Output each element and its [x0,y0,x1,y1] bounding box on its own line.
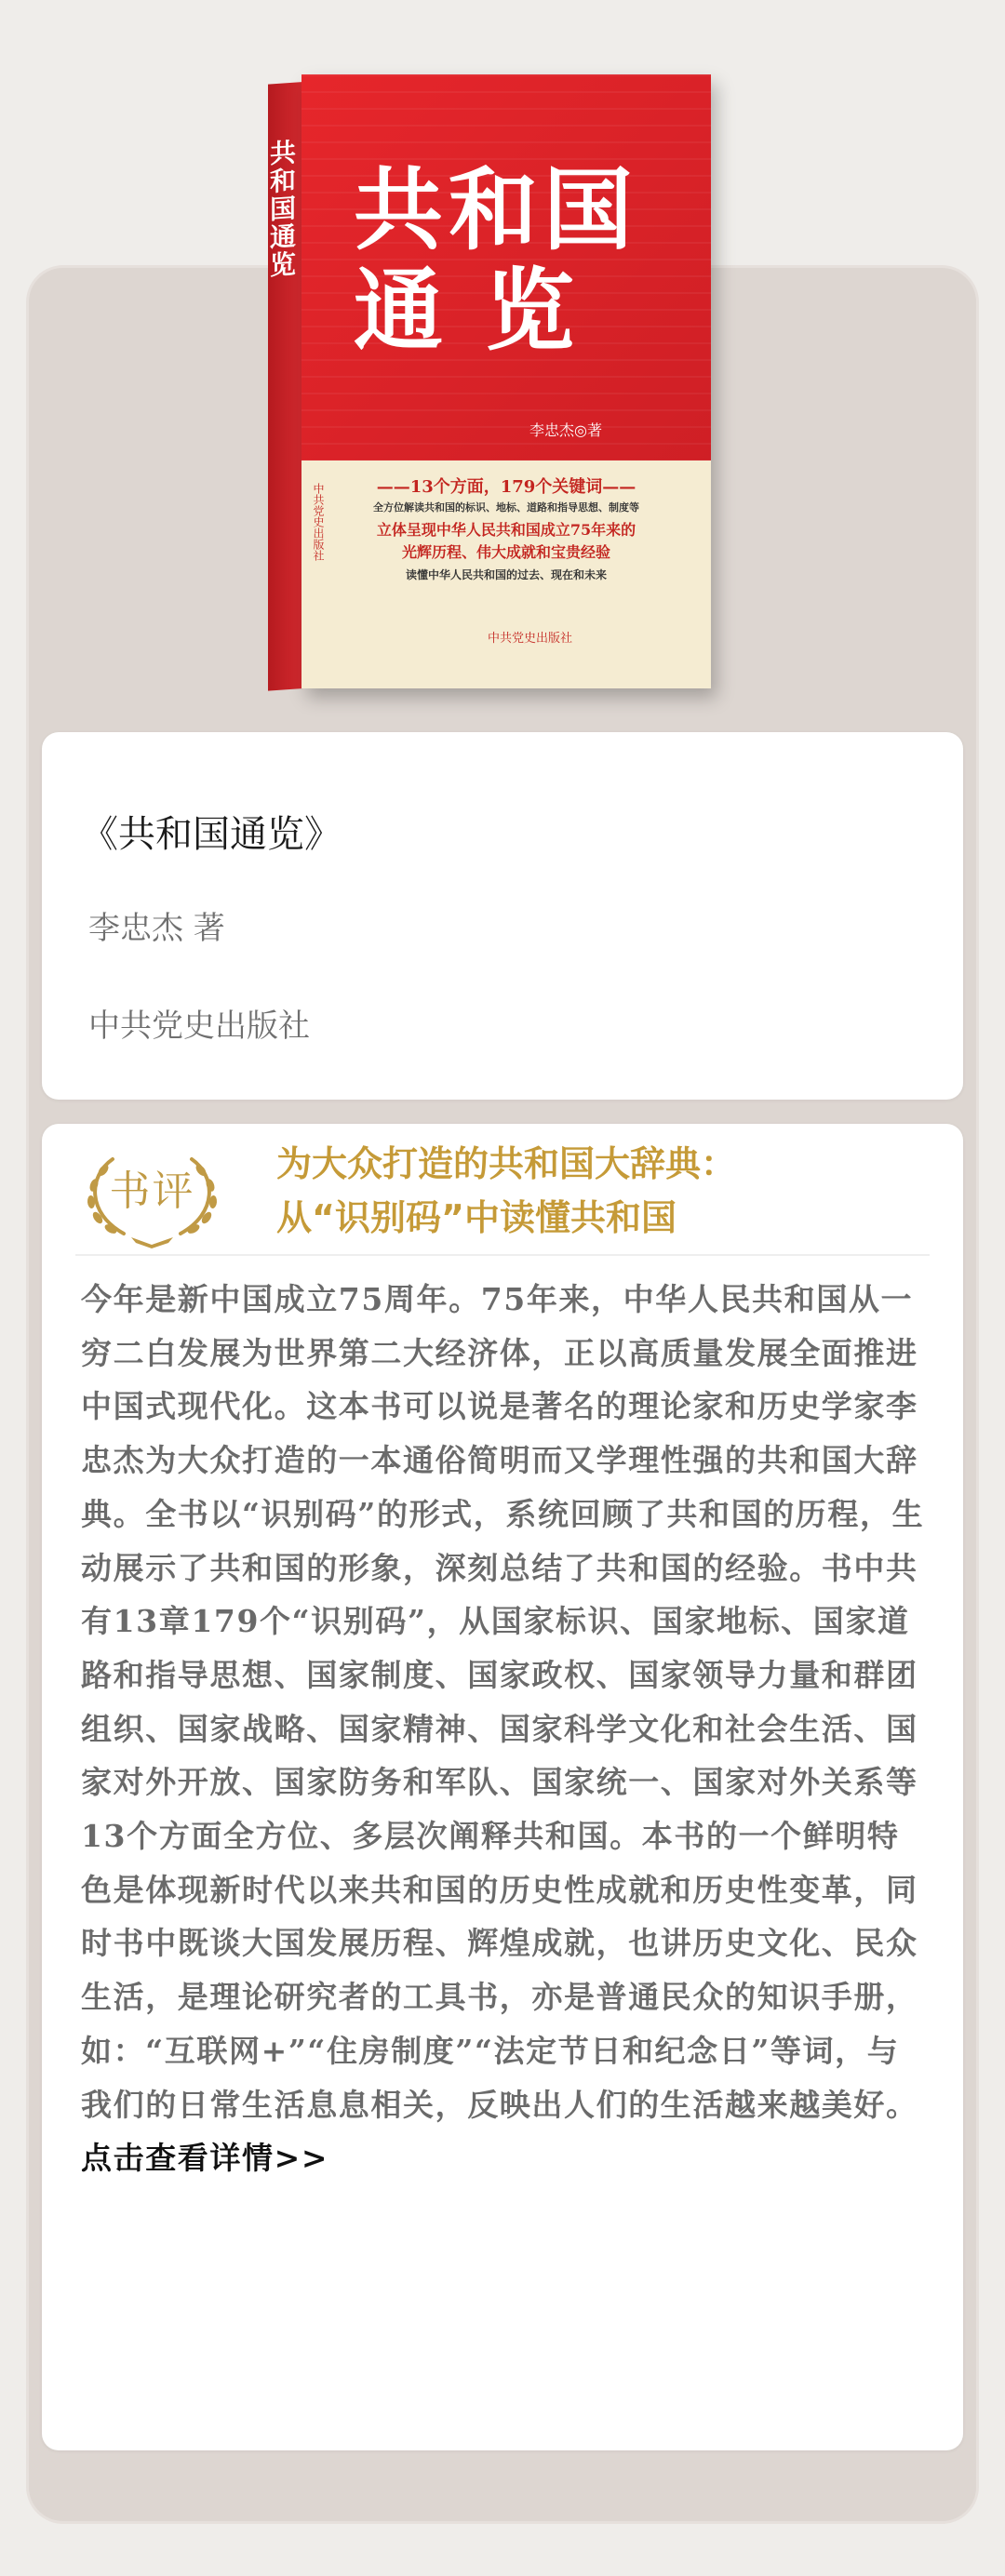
read-more-link[interactable]: 点击查看详情>> [81,2140,329,2177]
review-body [81,1273,928,2185]
book-title: 《共和国通览》 [81,813,342,856]
review-heading-line1: 为大众打造的共和国大辞典： [276,1143,737,1184]
book-info-card [42,732,963,1100]
divider [75,1254,930,1256]
cover-tagline-4: 光辉历程、伟大成就和宝贵经验 [401,543,610,561]
cover-publisher: 中共党史出版社 [488,632,573,646]
review-badge-label: 书评 [109,1168,195,1215]
cover-tagline-2: 全方位解读共和国的标识、地标、道路和指导思想、制度等 [373,501,639,514]
spine-title: 共和国通览 [266,138,297,280]
review-heading [276,1137,928,1245]
book-spine [268,82,303,691]
review-badge [75,1148,229,1250]
cover-tagline-5: 读懂中华人民共和国的过去、现在和未来 [405,568,607,581]
cover-title-line1: 共和国 [354,157,638,262]
book-front-cover [302,74,711,688]
cover-cream-area [302,460,711,688]
cover-author: 李忠杰◎著 [529,421,602,439]
cover-tagline-3: 立体呈现中华人民共和国成立75年来的 [376,521,636,539]
cover-tagline-1: ——13个方面，179个关键词—— [376,477,636,497]
book-author: 李忠杰 著 [88,910,225,947]
review-body-text: 今年是新中国成立75周年。75年来，中华人民共和国从一穷二白发展为世界第二大经济体，正以高质量发展全面推进中国式现代化。这本书可以说是著名的理论家和历史学家李忠杰为大众打造的一本通俗简明而又学理性强的共和国大辞典。全书以“识别码”的形式，系统回顾了共和国的历程，生动展示了共和国的形象，深刻总结了共和国的经验。书中共有13章179个“识别码”，从国家标识、国家地标、国家道路和指导思想、国家制度、国家政权、国家领导力量和群团组织、国家战略、国家精神、国家科学文化和社会生活、国家对外开放、国家防务和军队、国家统一、国家对外关系等13个方面全方位、多层次阐释共和国。本书的一个鲜明特色是体现新时代以来共和国的历史性成就和历史性变革，同时书中既谈大国发展历程、辉煌成就，也讲历史文化、民众生活，是理论研究者的工具书，亦是普通民众的知识手册，如：“互联网+”“住房制度”“法定节日和纪念日”等词，与我们的日常生活息息相关，反映出人们的生活越来越美好。 [81,1281,925,2123]
review-heading-line2: 从“识别码”中读懂共和国 [276,1197,677,1238]
cover-red-area [302,74,711,460]
cover-title-line2: 通 览 [354,258,581,363]
cover-vertical-publisher: 中共党史出版社 [312,483,325,561]
book-cover-image [268,56,711,688]
review-card [42,1124,963,2450]
book-publisher: 中共党史出版社 [88,1008,310,1045]
